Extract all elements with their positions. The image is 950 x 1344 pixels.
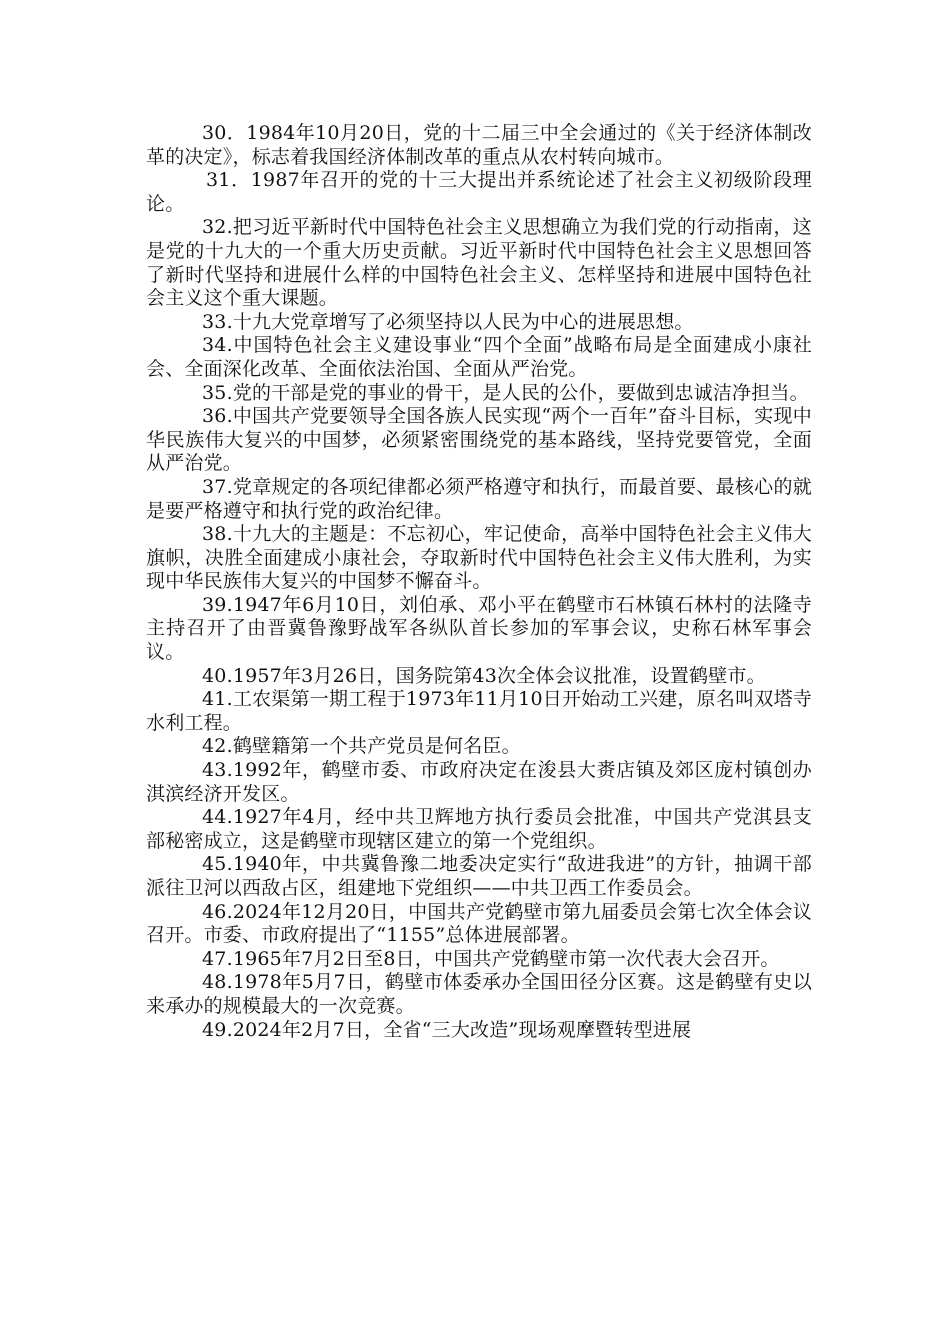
paragraph-37: 37.党章规定的各项纪律都必须严格遵守和执行，而最首要、最核心的就是要严格遵守和执行党的政治纪律。 xyxy=(146,475,812,522)
paragraph-32: 32.把习近平新时代中国特色社会主义思想确立为我们党的行动指南，这是党的十九大的一个重大历史贡献。习近平新时代中国特色社会主义思想回答了新时代坚持和进展什么样的中国特色社会主义、怎样坚持和进展中国特色社会主义这个重大课题。 xyxy=(146,216,812,310)
paragraph-39: 39.1947年6月10日，刘伯承、邓小平在鹤壁市石林镇石林村的法隆寺主持召开了由晋冀鲁豫野战军各纵队首长参加的军事会议，史称石林军事会议。 xyxy=(146,593,812,664)
paragraph-33: 33.十九大党章增写了必须坚持以人民为中心的进展思想。 xyxy=(202,310,694,333)
paragraph-35: 35.党的干部是党的事业的骨干，是人民的公仆，要做到忠诚洁净担当。 xyxy=(202,381,809,404)
paragraph-36: 36.中国共产党要领导全国各族人民实现“两个一百年”奋斗目标，实现中华民族伟大复兴的中国梦，必须紧密围绕党的基本路线，坚持党要管党，全面从严治党。 xyxy=(146,405,812,475)
document-body xyxy=(146,122,812,1042)
paragraph-49: 49.2024年2月7日，全省“三大改造”现场观摩暨转型进展 xyxy=(202,1018,692,1041)
paragraph-48: 48.1978年5月7日，鹤壁市体委承办全国田径分区赛。这是鹤壁有史以来承办的规模最大的一次竞赛。 xyxy=(146,971,812,1017)
paragraph-34: 34.中国特色社会主义建设事业“四个全面”战略布局是全面建成小康社会、全面深化改革、全面依法治国、全面从严治党。 xyxy=(146,334,812,380)
paragraph-38: 38.十九大的主题是：不忘初心，牢记使命，高举中国特色社会主义伟大旗帜，决胜全面建成小康社会，夺取新时代中国特色社会主义伟大胜利，为实现中华民族伟大复兴的中国梦不懈奋斗。 xyxy=(146,523,812,593)
paragraph-47: 47.1965年7月2日至8日，中国共产党鹤壁市第一次代表大会召开。 xyxy=(202,947,780,970)
paragraph-43: 43.1992年，鹤壁市委、市政府决定在浚县大赉店镇及郊区庞村镇创办淇滨经济开发区。 xyxy=(146,759,812,805)
paragraph-44: 44.1927年4月，经中共卫辉地方执行委员会批准，中国共产党淇县支部秘密成立，这是鹤壁市现辖区建立的第一个党组织。 xyxy=(146,806,812,852)
paragraph-41: 41.工农渠第一期工程于1973年11月10日开始动工兴建，原名叫双塔寺水利工程。 xyxy=(146,688,812,734)
paragraph-45: 45.1940年，中共冀鲁豫二地委决定实行“敌进我进”的方针，抽调干部派往卫河以西敌占区，组建地下党组织——中共卫西工作委员会。 xyxy=(146,853,812,899)
paragraph-31: 31．1987年召开的党的十三大提出并系统论述了社会主义初级阶段理论。 xyxy=(146,169,812,215)
paragraph-40: 40.1957年3月26日，国务院第43次全体会议批准，设置鹤壁市。 xyxy=(202,664,766,687)
paragraph-30: 30．1984年10月20日，党的十二届三中全会通过的《关于经济体制改革的决定》，标志着我国经济体制改革的重点从农村转向城市。 xyxy=(146,122,812,168)
paragraph-46: 46.2024年12月20日，中国共产党鹤壁市第九届委员会第七次全体会议召开。市委、市政府提出了“1155”总体进展部署。 xyxy=(146,900,812,947)
paragraph-42: 42.鹤壁籍第一个共产党员是何名臣。 xyxy=(202,735,521,758)
